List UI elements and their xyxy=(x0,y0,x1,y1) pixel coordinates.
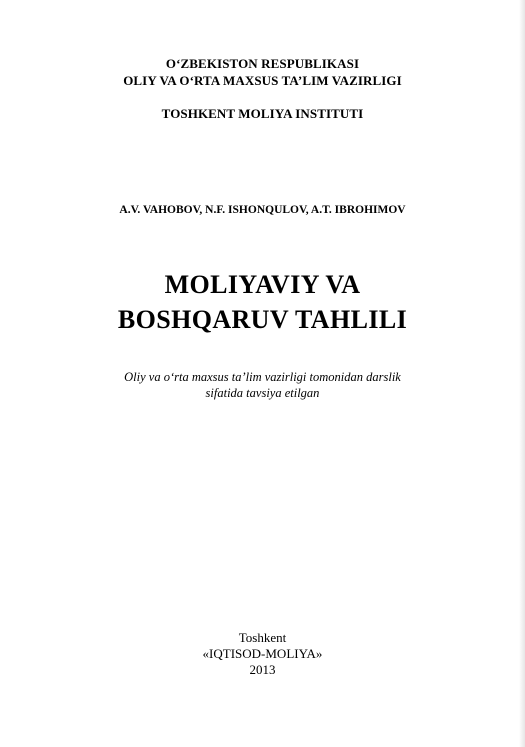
book-title-line-1: MOLIYAVIY VA xyxy=(164,270,361,299)
ministry-heading: OLIY VA O‘RTA MAXSUS TA’LIM VAZIRLIGI xyxy=(123,73,402,88)
recommendation-line-2: sifatida tavsiya etilgan xyxy=(205,386,320,400)
imprint-city: Toshkent xyxy=(238,630,287,645)
authors-line: A.V. VAHOBOV, N.F. ISHONQULOV, A.T. IBROHIMOV xyxy=(119,204,406,216)
imprint-year: 2013 xyxy=(249,662,276,677)
republic-heading: O‘ZBEKISTON RESPUBLIKASI xyxy=(165,56,360,71)
imprint-publisher: «IQTISOD-MOLIYA» xyxy=(202,646,323,661)
recommendation-line-1: Oliy va o‘rta maxsus ta’lim vazirligi tomonidan darslik xyxy=(124,370,401,384)
book-title-line-2: BOSHQARUV TAHLILI xyxy=(117,305,408,334)
page-edge-shadow xyxy=(519,0,525,747)
institute-heading: TOSHKENT MOLIYA INSTITUTI xyxy=(161,106,364,121)
